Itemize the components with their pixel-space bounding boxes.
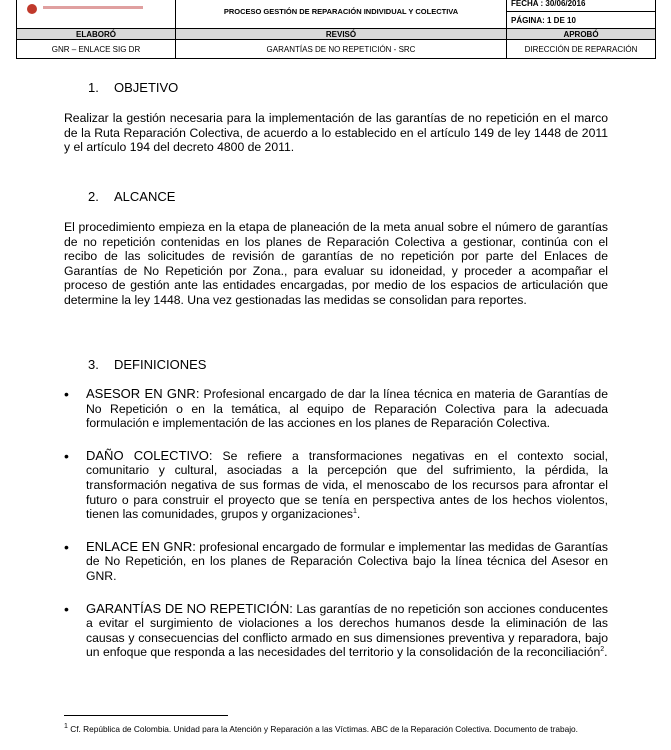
bullet-icon: • (64, 447, 69, 464)
value-aprobo: DIRECCIÓN DE REPARACIÓN (507, 40, 656, 59)
alcance-paragraph: El procedimiento empieza en la etapa de planeación de la meta anual sobre el número de garantías de no repetición contenidas en los planes de Reparación Colectiva a gestionar, continúa con el recibo de las solicitudes de revisión de garantías de no repetición por parte del Enlaces de Garantías de No Repetición por Zona., para evaluar su idoneidad, y proceder a acompañar el proceso de gestión ante las entidades encargadas, por medio de los espacios de articulación que determine la ley 1448. Una vez gestionadas las medidas se consolidan para reportes. (64, 220, 608, 307)
value-reviso: GARANTÍAS DE NO REPETICIÓN - SRC (176, 40, 507, 59)
unidad-victimas-logo (21, 2, 171, 22)
objetivo-paragraph: Realizar la gestión necesaria para la implementación de las garantías de no repetición en el marco de la Ruta Reparación Colectiva, de acuerdo a lo establecido en el artículo 149 de ley 1448 de 2011 y el artículo 194 del decreto 4800 de 2011. (64, 111, 608, 155)
section-heading-objetivo: 1. OBJETIVO (88, 80, 179, 95)
date-field: FECHA : 30/06/2016 (507, 0, 656, 12)
section-heading-definiciones: 3. DEFINICIONES (88, 357, 207, 372)
process-title: PROCESO GESTIÓN DE REPARACIÓN INDIVIDUAL Y COLECTIVA (176, 0, 507, 29)
bullet-icon: • (64, 538, 69, 555)
value-elaboro: GNR – ENLACE SIG DR (17, 40, 176, 59)
definition-item: • ASESOR EN GNR: Profesional encargado de dar la línea técnica en materia de Garantías de No Repetición o en la temática, al equipo de Reparación Colectiva para la adecuada formulación e implementación de las acciones en los planes de Reparación Colectiva. (64, 386, 608, 431)
definitions-list (64, 387, 608, 660)
logo-cell (17, 0, 176, 29)
footnote: $^1$ Cf. República de Colombia. Unidad para la Atención y Reparación a las Víctimas. ABC de la Reparación Colectiva. Documento de trabajo. (64, 723, 578, 734)
label-reviso: REVISÓ (176, 29, 507, 40)
label-aprobo: APROBÓ (507, 29, 656, 40)
document-header-table (16, 0, 656, 59)
definition-item: • DAÑO COLECTIVO: Se refiere a transformaciones negativas en el contexto social, comunitario y cultural, asociadas a la percepción que del sufrimiento, la pérdida, la transformación negativa de sus formas de vida, el menoscabo de los recursos para afrontar el futuro o para construir el proyecto que se tenía en perspectiva antes de los hechos violentos, tienen las comunidades, grupos y organizaciones$^1$. (64, 447, 608, 522)
definition-item: • GARANTÍAS DE NO REPETICIÓN: Las garantías de no repetición son acciones conducentes a evitar el surgimiento de violaciones a los derechos humanos desde la eliminación de las causas y consecuencias del conflicto armado en sus dimensiones preventiva y reparadora, bajo un enfoque que responda a las necesidades del territorio y la consolidación de la reconciliación$^2$. (64, 600, 608, 660)
page-number: PÁGINA: 1 DE 10 (507, 12, 656, 29)
bullet-icon: • (64, 600, 69, 617)
definition-item: • ENLACE EN GNR: profesional encargado de formular e implementar las medidas de Garantías de No Repetición, en los planes de Reparación Colectiva bajo la línea técnica del Asesor en GNR. (64, 538, 608, 583)
footnote-ref: 2 (600, 646, 605, 654)
label-elaboro: ELABORÓ (17, 29, 176, 40)
footnote-divider (64, 715, 228, 716)
footnote-ref: 1 (352, 508, 357, 516)
bullet-icon: • (64, 386, 69, 402)
section-heading-alcance: 2. ALCANCE (88, 189, 176, 204)
